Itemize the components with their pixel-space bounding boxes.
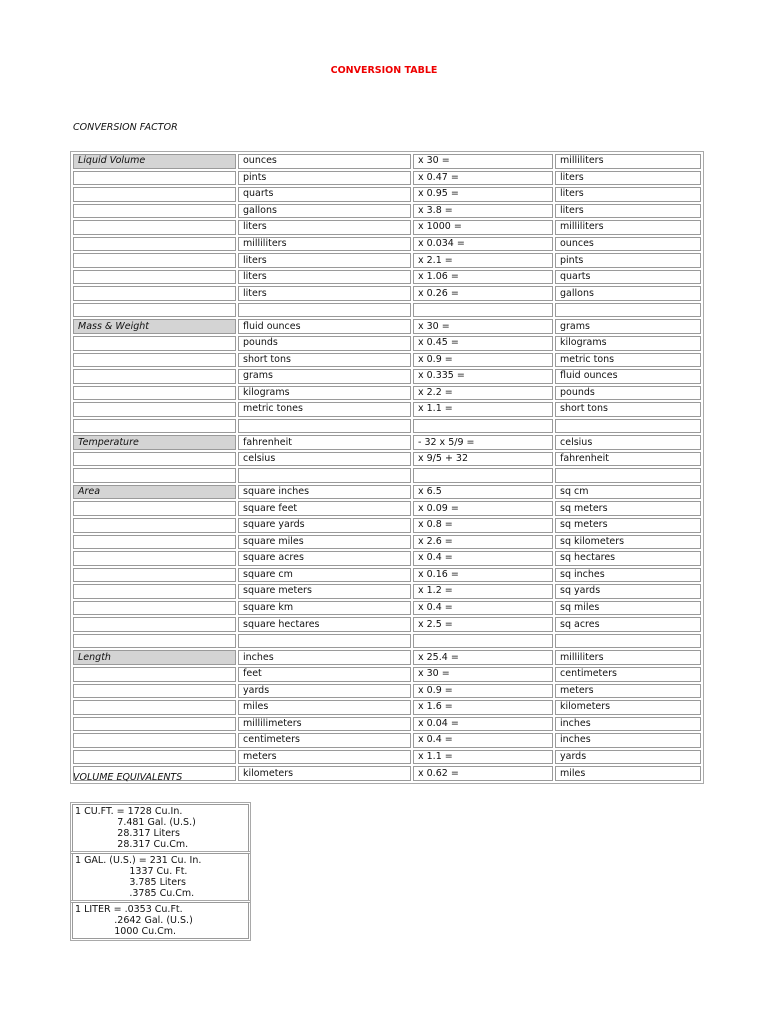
volume-equivalents-heading: VOLUME EQUIVALENTS [73,772,183,783]
table-row [73,369,701,384]
volume-equivalent-box [70,851,251,903]
from-unit-cell: miles [238,700,411,715]
to-unit-cell: sq cm [555,485,701,500]
conversion-factor-heading: CONVERSION FACTOR [73,122,178,133]
volume-equivalent-line: 28.317 Cu.Cm. [75,839,189,850]
factor-cell: x 1.1 = [413,402,553,417]
table-row [73,700,701,715]
table-row [73,501,701,516]
to-unit-cell: sq acres [555,617,701,632]
category-cell [73,667,236,682]
factor-cell [413,634,553,649]
table-row [73,518,701,533]
page-title: CONVERSION TABLE [330,65,438,76]
factor-cell: x 1.2 = [413,584,553,599]
category-cell [73,220,236,235]
from-unit-cell: square yards [238,518,411,533]
from-unit-cell: grams [238,369,411,384]
to-unit-cell: sq kilometers [555,535,701,550]
category-cell [73,270,236,285]
volume-equivalent-line: .2642 Gal. (U.S.) [75,915,193,926]
table-row [73,187,701,202]
from-unit-cell: fahrenheit [238,435,411,450]
volume-equivalent-line: 1000 Cu.Cm. [75,926,177,937]
volume-equivalent-box [70,802,251,854]
category-cell [73,518,236,533]
from-unit-cell: square cm [238,568,411,583]
from-unit-cell: centimeters [238,733,411,748]
to-unit-cell: sq inches [555,568,701,583]
from-unit-cell: square hectares [238,617,411,632]
to-unit-cell: sq meters [555,518,701,533]
from-unit-cell [238,468,411,483]
factor-cell: - 32 x 5/9 = [413,435,553,450]
from-unit-cell: meters [238,750,411,765]
from-unit-cell: short tons [238,353,411,368]
factor-cell: x 6.5 [413,485,553,500]
factor-cell [413,419,553,434]
to-unit-cell: grams [555,319,701,334]
volume-equivalent-line: 3.785 Liters [75,877,186,888]
category-cell [73,253,236,268]
category-cell [73,468,236,483]
volume-equivalent-line: 28.317 Liters [75,828,180,839]
from-unit-cell: milliliters [238,237,411,252]
table-row [73,535,701,550]
to-unit-cell: fahrenheit [555,452,701,467]
from-unit-cell: liters [238,286,411,301]
volume-equivalent-line: 1 LITER = .0353 Cu.Ft. [75,904,183,915]
from-unit-cell [238,303,411,318]
category-cell [73,634,236,649]
volume-equivalent-box [70,900,251,941]
table-row [73,220,701,235]
table-row [73,667,701,682]
from-unit-cell: millilimeters [238,717,411,732]
factor-cell: x 0.04 = [413,717,553,732]
volume-equivalent-cell [72,902,249,939]
from-unit-cell: square inches [238,485,411,500]
to-unit-cell: milliliters [555,650,701,665]
to-unit-cell: kilometers [555,700,701,715]
category-cell: Area [73,485,236,500]
volume-equivalent-line: 1337 Cu. Ft. [75,866,188,877]
category-cell [73,419,236,434]
table-row [73,386,701,401]
from-unit-cell: yards [238,684,411,699]
table-row [73,435,701,450]
to-unit-cell: miles [555,766,701,781]
factor-cell: x 0.4 = [413,601,553,616]
from-unit-cell: gallons [238,204,411,219]
from-unit-cell: ounces [238,154,411,169]
category-cell [73,452,236,467]
category-cell: Length [73,650,236,665]
category-cell: Mass & Weight [73,319,236,334]
factor-cell: x 2.1 = [413,253,553,268]
factor-cell: x 0.8 = [413,518,553,533]
table-row [73,634,701,649]
from-unit-cell: inches [238,650,411,665]
factor-cell: x 25.4 = [413,650,553,665]
factor-cell: x 1.06 = [413,270,553,285]
table-row [73,336,701,351]
to-unit-cell: pints [555,253,701,268]
category-cell [73,535,236,550]
to-unit-cell: sq meters [555,501,701,516]
factor-cell: x 0.4 = [413,551,553,566]
factor-cell: x 30 = [413,319,553,334]
factor-cell: x 30 = [413,667,553,682]
factor-cell: x 3.8 = [413,204,553,219]
category-cell [73,617,236,632]
from-unit-cell: liters [238,220,411,235]
factor-cell: x 0.26 = [413,286,553,301]
table-row [73,286,701,301]
to-unit-cell: sq hectares [555,551,701,566]
table-row [73,237,701,252]
category-cell [73,369,236,384]
volume-equivalent-line: 1 GAL. (U.S.) = 231 Cu. In. [75,855,202,866]
category-cell [73,551,236,566]
category-cell [73,717,236,732]
factor-cell: x 0.9 = [413,684,553,699]
to-unit-cell: celsius [555,435,701,450]
to-unit-cell [555,634,701,649]
from-unit-cell: quarts [238,187,411,202]
to-unit-cell: liters [555,187,701,202]
table-row [73,468,701,483]
to-unit-cell [555,468,701,483]
category-cell [73,700,236,715]
volume-equivalent-cell [72,853,249,901]
table-row [73,551,701,566]
category-cell [73,171,236,186]
to-unit-cell: inches [555,717,701,732]
table-row [73,617,701,632]
category-cell [73,750,236,765]
category-cell [73,568,236,583]
category-cell [73,684,236,699]
to-unit-cell: kilograms [555,336,701,351]
table-row [73,684,701,699]
to-unit-cell: quarts [555,270,701,285]
to-unit-cell: fluid ounces [555,369,701,384]
category-cell [73,187,236,202]
to-unit-cell: sq yards [555,584,701,599]
from-unit-cell: liters [238,253,411,268]
from-unit-cell: pounds [238,336,411,351]
category-cell [73,237,236,252]
table-row [73,717,701,732]
table-row [73,204,701,219]
volume-equivalent-line: 1 CU.FT. = 1728 Cu.In. [75,806,183,817]
factor-cell: x 0.9 = [413,353,553,368]
table-row [73,319,701,334]
category-cell [73,601,236,616]
factor-cell: x 0.09 = [413,501,553,516]
factor-cell: x 0.034 = [413,237,553,252]
table-row [73,485,701,500]
table-row [73,402,701,417]
from-unit-cell: square km [238,601,411,616]
category-cell [73,733,236,748]
factor-cell: x 2.5 = [413,617,553,632]
from-unit-cell: square feet [238,501,411,516]
factor-cell: x 9/5 + 32 [413,452,553,467]
from-unit-cell: kilograms [238,386,411,401]
from-unit-cell: square meters [238,584,411,599]
table-row [73,568,701,583]
from-unit-cell: metric tones [238,402,411,417]
factor-cell [413,468,553,483]
category-cell: Liquid Volume [73,154,236,169]
from-unit-cell: square acres [238,551,411,566]
table-row [73,353,701,368]
factor-cell: x 1.1 = [413,750,553,765]
category-cell [73,584,236,599]
factor-cell: x 1000 = [413,220,553,235]
to-unit-cell: centimeters [555,667,701,682]
category-cell [73,353,236,368]
table-row [73,750,701,765]
volume-equivalent-line: .3785 Cu.Cm. [75,888,195,899]
table-row [73,601,701,616]
from-unit-cell [238,419,411,434]
table-row [73,270,701,285]
category-cell [73,286,236,301]
to-unit-cell: meters [555,684,701,699]
category-cell [73,386,236,401]
factor-cell: x 30 = [413,154,553,169]
category-cell [73,402,236,417]
to-unit-cell: liters [555,204,701,219]
from-unit-cell: liters [238,270,411,285]
to-unit-cell: milliliters [555,220,701,235]
category-cell [73,336,236,351]
to-unit-cell: liters [555,171,701,186]
factor-cell [413,303,553,318]
volume-equivalent-cell [72,804,249,852]
table-row [73,584,701,599]
table-row [73,452,701,467]
to-unit-cell: ounces [555,237,701,252]
from-unit-cell: feet [238,667,411,682]
to-unit-cell [555,419,701,434]
from-unit-cell: square miles [238,535,411,550]
from-unit-cell: celsius [238,452,411,467]
conversion-table [70,151,704,784]
from-unit-cell: kilometers [238,766,411,781]
factor-cell: x 0.45 = [413,336,553,351]
from-unit-cell: fluid ounces [238,319,411,334]
table-row [73,171,701,186]
category-cell [73,501,236,516]
from-unit-cell: pints [238,171,411,186]
from-unit-cell [238,634,411,649]
factor-cell: x 2.2 = [413,386,553,401]
table-row [73,154,701,169]
factor-cell: x 0.4 = [413,733,553,748]
table-row [73,303,701,318]
category-cell: Temperature [73,435,236,450]
volume-equivalent-line: 7.481 Gal. (U.S.) [75,817,196,828]
factor-cell: x 0.95 = [413,187,553,202]
table-row [73,650,701,665]
table-row [73,733,701,748]
to-unit-cell: yards [555,750,701,765]
factor-cell: x 1.6 = [413,700,553,715]
factor-cell: x 2.6 = [413,535,553,550]
to-unit-cell [555,303,701,318]
table-row [73,419,701,434]
factor-cell: x 0.62 = [413,766,553,781]
to-unit-cell: inches [555,733,701,748]
category-cell [73,303,236,318]
to-unit-cell: short tons [555,402,701,417]
table-row [73,253,701,268]
to-unit-cell: milliliters [555,154,701,169]
category-cell [73,204,236,219]
to-unit-cell: metric tons [555,353,701,368]
factor-cell: x 0.47 = [413,171,553,186]
factor-cell: x 0.16 = [413,568,553,583]
to-unit-cell: pounds [555,386,701,401]
to-unit-cell: sq miles [555,601,701,616]
to-unit-cell: gallons [555,286,701,301]
factor-cell: x 0.335 = [413,369,553,384]
